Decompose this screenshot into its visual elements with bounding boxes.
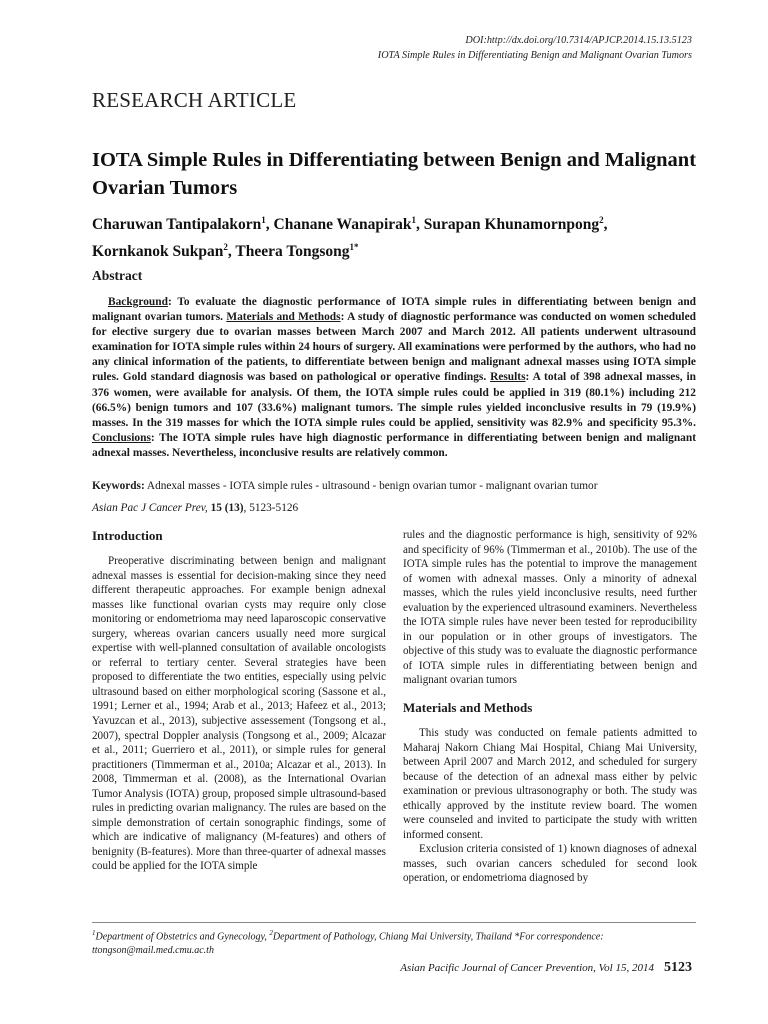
introduction-heading: Introduction bbox=[92, 528, 163, 543]
methods-heading: Materials and Methods bbox=[403, 700, 533, 716]
methods-paragraph: Exclusion criteria consisted of 1) known diagnoses of adnexal masses, such ovarian cancers scheduled for second look operation, or endometrioma diagnosed by bbox=[403, 843, 697, 885]
author-separator: , bbox=[603, 216, 608, 234]
author-separator: , bbox=[227, 243, 236, 261]
citation-pages: , 5123-5126 bbox=[243, 502, 299, 514]
author-affiliation-mark: 1 bbox=[261, 215, 266, 225]
footnote-divider bbox=[92, 922, 696, 923]
footnote-mark: 1 bbox=[92, 929, 96, 937]
citation-volume: 15 bbox=[210, 502, 222, 514]
introduction-paragraph-continued: rules and the diagnostic performance is high, sensitivity of 92% and specificity of 96% (Timmerman et al., 2010b). The use of the IOTA simple rules has the potential to improve the management of women with adnexal masses. Only a minority of adnexal masses, which the rules yield inconclusive results, need further evaluation by the experienced ultrasound examiners. Nevertheless the IOTA simple rules have never been tested for reproducibility in our population or in other groups of investigators. The objective of this study was to evaluate the diagnostic performance of IOTA simple rules in differentiating between benign and malignant ovarian tumors bbox=[403, 529, 697, 687]
affiliation-1: Department of Obstetrics and Gynecology, bbox=[95, 931, 270, 943]
author-separator: , bbox=[416, 216, 424, 234]
abstract-methods-label: Materials and Methods bbox=[226, 311, 341, 324]
keywords-label: Keywords: bbox=[92, 480, 145, 492]
doi-link[interactable]: DOI:http://dx.doi.org/10.7314/APJCP.2014.15.13.5123 bbox=[465, 35, 692, 46]
author-name: Kornkanok Sukpan bbox=[92, 243, 224, 261]
running-title: IOTA Simple Rules in Differentiating Benign and Malignant Ovarian Tumors bbox=[377, 50, 692, 61]
citation-issue: (13) bbox=[221, 502, 244, 514]
right-column bbox=[403, 528, 697, 886]
keywords-text: Adnexal masses - IOTA simple rules - ultrasound - benign ovarian tumor - malignant ovarian tumor bbox=[144, 480, 598, 492]
author-affiliation-mark: 1 bbox=[411, 215, 417, 225]
affiliation-footnote bbox=[92, 926, 696, 958]
article-title: IOTA Simple Rules in Differentiating between Benign and Malignant Ovarian Tumors bbox=[92, 149, 697, 199]
article-type-label: RESEARCH ARTICLE bbox=[92, 88, 297, 112]
author-affiliation-mark: 1* bbox=[349, 242, 359, 253]
abstract-heading: Abstract bbox=[92, 268, 143, 283]
footnote-mark: 2 bbox=[269, 929, 273, 937]
abstract-body bbox=[92, 295, 696, 461]
introduction-paragraph: Preoperative discriminating between benign and malignant adnexal masses is essential for decision-making since they need different therapeutic approaches. For example benign adnexal masses like functional ovarian cysts may require only close monitoring or endometrioma may need laparoscopic conservative surgery, whereas ovarian cancers usually need more surgical expertise with well-planned consultation of available oncologists or referral to tertiary center. Several strategies have been proposed to differentiate the two entities, especially using pelvic ultrasound based on either morphological scoring (Sassone et al., 1991; Lerner et al., 1994; Arab et al., 2013; Hafeez et al., 2013; Yavuzcan et al., 2013), subjective assessement (Tongsong et al., 2007), spectral Doppler analysis (Tongsong et al., 2009; Alcazar et al., 2011; Guerriero et al., 2011), or simple rules for general practitioners (Timmerman et al., 2010a; Alcazar et al., 2013). In 2008, Timmerman et al. (2008), as the International Ovarian Tumor Analysis (IOTA) group, proposed simple ultrasound-based rules in predicting ovarian malignancy. The rules are based on the simple demonstration of certain sonographic findings, some of which are indicative of malignancy (M-features) and others of benignity (B-features). More than three-quarter of adnexal masses could be applied for the IOTA simple bbox=[92, 555, 386, 873]
citation-journal: Asian Pac J Cancer Prev, bbox=[92, 502, 208, 514]
running-header bbox=[378, 33, 692, 63]
author-affiliation-mark: 2 bbox=[599, 215, 604, 225]
author-name: Surapan Khunamornpong bbox=[423, 216, 600, 234]
author-list bbox=[92, 209, 702, 263]
page-number: 5123 bbox=[664, 960, 692, 975]
keywords-line bbox=[92, 479, 696, 494]
author-affiliation-mark: 2 bbox=[223, 242, 228, 253]
abstract-conclusions-text: : The IOTA simple rules have high diagnostic performance in differentiating between benign and malignant adnexal masses. Nevertheless, inconclusive results are relatively common. bbox=[92, 431, 696, 459]
citation-line bbox=[92, 502, 298, 514]
author-separator: , bbox=[265, 216, 274, 234]
methods-paragraph: This study was conducted on female patients admitted to Maharaj Nakorn Chiang Mai Hospital, Chiang Mai University, between April 2007 and March 2012, and scheduled for surgery because of the detection of an adnexal mass either by pelvic examination or previous ultrasonography or both. The study was ethically approved by the institute review board. The women were counseled and invited to participate the study with written informed consent. bbox=[403, 727, 697, 841]
abstract-background-text: : To evaluate the diagnostic performance of IOTA simple rules in differentiating between benign and malignant ovarian tumors. bbox=[92, 296, 696, 324]
abstract-conclusions-label: Conclusions bbox=[92, 431, 151, 444]
left-column bbox=[92, 528, 386, 874]
author-name: Charuwan Tantipalakorn bbox=[92, 216, 262, 234]
abstract-methods-text: : A study of diagnostic performance was conducted on women scheduled for elective surgery due to ovarian masses between March 2007 and March 2012. All patients underwent ultrasound examination for IOTA simple rules within 24 hours of surgery. All examinations were performed by the authors, who had no any clinical information of the patients, to differentiate between benign and malignant adnexal masses using IOTA simple rules. Gold standard diagnosis was based on pathological or operative findings. bbox=[92, 311, 696, 384]
footer-journal: Asian Pacific Journal of Cancer Prevention, Vol 15, 2014 bbox=[400, 962, 654, 974]
affiliation-2: Department of Pathology, Chiang Mai University, Thailand *For correspondence: ttongson@mail.med.cmu.ac.th bbox=[92, 931, 604, 957]
author-name: Chanane Wanapirak bbox=[273, 216, 412, 234]
page-footer bbox=[400, 960, 692, 976]
author-name: Theera Tongsong bbox=[235, 243, 350, 261]
abstract-results-label: Results bbox=[490, 371, 526, 384]
abstract-results-text: : A total of 398 adnexal masses, in 376 women, were available for analysis. Of them, the IOTA simple rules could be applied in 319 (80.1%) including 212 (66.5%) benign tumors and 107 (33.6%) malignant tumors. The simple rules yielded inconclusive results in 79 (19.9%) masses. In the 319 masses for which the IOTA simple rules could be applied, sensitivity was 82.9% and specificity 95.3%. bbox=[92, 371, 696, 429]
abstract-background-label: Background bbox=[108, 296, 168, 308]
